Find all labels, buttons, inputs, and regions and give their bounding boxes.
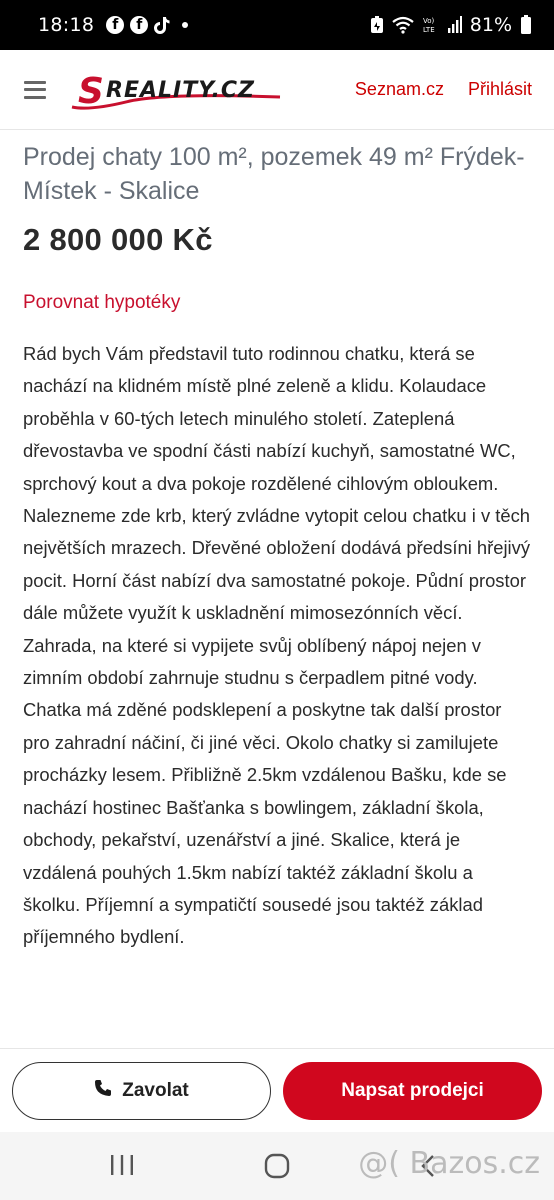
seznam-link[interactable]: Seznam.cz [354,79,444,99]
sreality-logo[interactable] [70,67,290,113]
header-links [355,79,532,100]
svg-text:S: S [78,70,104,112]
app-icon [370,16,384,34]
listing-content [23,140,533,954]
home-icon[interactable] [264,1153,290,1179]
facebook-icon: f [106,16,124,34]
call-button[interactable] [12,1062,271,1120]
status-bar [0,0,554,50]
system-navigation-bar [0,1132,554,1200]
bazos-watermark: @( Bazos.cz [358,1146,540,1181]
svg-text:REALITY.CZ: REALITY.CZ [106,77,255,103]
compare-mortgages-link[interactable]: Porovnat hypotéky [23,292,181,313]
svg-text:Vo): Vo) [422,17,435,25]
status-system-icons [370,14,532,36]
tiktok-icon [154,16,170,34]
battery-percent: 81% [469,14,512,36]
wifi-icon [392,16,414,34]
menu-icon[interactable] [24,81,46,99]
recent-apps-icon[interactable] [110,1154,134,1176]
login-link[interactable]: Přihlásit [467,79,532,99]
facebook-icon: f [130,16,148,34]
notification-dot [182,22,188,28]
battery-icon [520,15,532,35]
listing-description: Rád bych Vám představil tuto rodinnou chatku, která se nachází na klidném místě plné zeleně a klidu. Kolaudace proběhla v 60-tých letech minulého století. Zateplená dřevostavba ve spodní části nabízí kuchyň, samostatné WC, sprchový kout a dva pokoje rozdělené cihlovým obloukem. Nalezneme zde krb, který zvládne vytopit celou chatku i v těch největších mrazech. Dřevěné obložení dodává předsíni hřejivý pocit. Horní část nabízí dva samostatné pokoje. Půdní prostor dále můžete využít k uskladnění mimosezónních věcí. Zahrada, na které si vypijete svůj oblíbený nápoj nejen v zimním období zahrnuje studnu s čerpadlem pitné vody. Chatka má zděné podsklepení a poskytne tak další prostor pro zahradní náčiní, či jiné věci. Okolo chatky si zamilujete procházky lesem. Přibližně 2.5km vzdálenou Bašku, kde se nachází hostinec Bašťanka s bowlingem, základní škola, obchody, pekařství, uzenářství a jiné. Skalice, která je vzdálená pouhých 1.5km nabízí taktéž základní školu a školku. Příjemní a sympatičtí sousedé jsou taktéž základ příjemného bydlení. [23,343,531,948]
status-notification-icons [106,16,188,34]
listing-title: Prodej chaty 100 m², pozemek 49 m² Frýdek-Místek - Skalice [23,143,525,205]
signal-icon [448,16,462,34]
status-time: 18:18 [38,14,95,36]
message-seller-button[interactable] [283,1062,542,1120]
call-button-label: Zavolat [122,1079,189,1101]
phone-icon [94,1079,112,1103]
message-seller-label: Napsat prodejci [341,1079,484,1101]
volte-icon [422,15,440,35]
site-header [0,50,554,130]
contact-action-bar [0,1048,554,1132]
listing-price: 2 800 000 Kč [23,222,213,257]
svg-text:LTE: LTE [422,26,435,34]
